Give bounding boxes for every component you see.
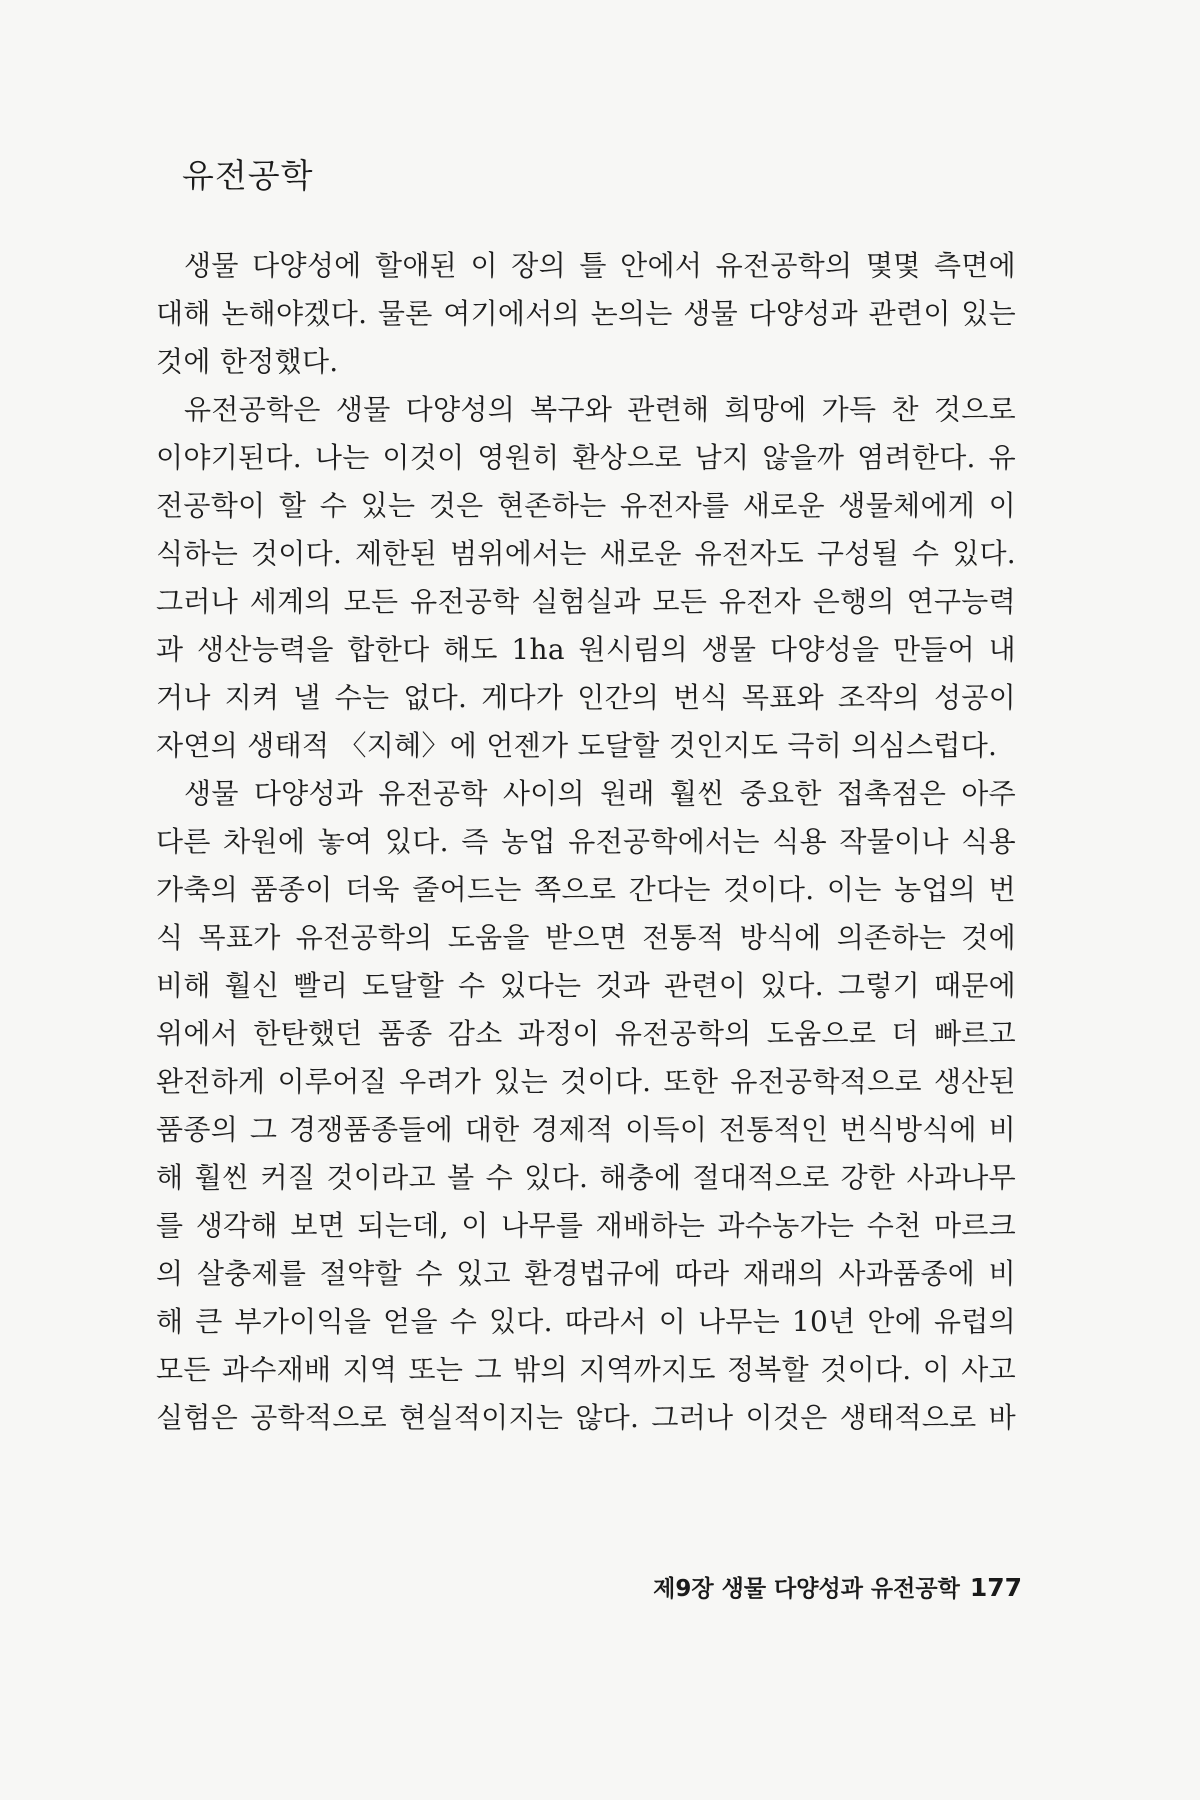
text-line: 식 목표가 유전공학의 도움을 받으면 전통적 방식에 의존하는 것에 [156, 921, 1016, 954]
text-line: 비해 훨신 빨리 도달할 수 있다는 것과 관련이 있다. 그렇기 때문에 [156, 969, 1016, 1002]
text-line: 것에 한정했다. [156, 345, 339, 378]
text-line: 품종의 그 경쟁품종들에 대한 경제적 이득이 전통적인 번식방식에 비 [156, 1113, 1016, 1146]
text-line: 모든 과수재배 지역 또는 그 밖의 지역까지도 정복할 것이다. 이 사고 [156, 1353, 1016, 1386]
text-line: 다른 차원에 놓여 있다. 즉 농업 유전공학에서는 식용 작물이나 식용 [156, 825, 1016, 858]
page-footer [653, 1570, 1022, 1603]
page-number: 177 [969, 1573, 1022, 1602]
text-line: 대해 논해야겠다. 물론 여기에서의 논의는 생물 다양성과 관련이 있는 [156, 297, 1016, 330]
text-line: 의 살충제를 절약할 수 있고 환경법규에 따라 재래의 사과품종에 비 [156, 1257, 1016, 1290]
text-line: 해 훨씬 커질 것이라고 볼 수 있다. 해충에 절대적으로 강한 사과나무 [156, 1161, 1016, 1194]
text-line: 가축의 품종이 더욱 줄어드는 쪽으로 간다는 것이다. 이는 농업의 번 [156, 873, 1016, 906]
text-line: 자연의 생태적 〈지혜〉에 언젠가 도달할 것인지도 극히 의심스럽다. [156, 729, 998, 762]
text-line: 전공학이 할 수 있는 것은 현존하는 유전자를 새로운 생물체에게 이 [156, 489, 1016, 522]
text-line: 완전하게 이루어질 우려가 있는 것이다. 또한 유전공학적으로 생산된 [156, 1065, 1016, 1098]
section-title: 유전공학 [182, 156, 314, 195]
text-line: 식하는 것이다. 제한된 범위에서는 새로운 유전자도 구성될 수 있다. [156, 537, 1016, 570]
text-line: 를 생각해 보면 되는데, 이 나무를 재배하는 과수농가는 수천 마르크 [156, 1209, 1016, 1242]
text-line: 유전공학은 생물 다양성의 복구와 관련해 희망에 가득 찬 것으로 [184, 393, 1016, 426]
text-line: 거나 지켜 낼 수는 없다. 게다가 인간의 번식 목표와 조작의 성공이 [156, 681, 1016, 714]
text-line: 과 생산능력을 합한다 해도 1ha 원시림의 생물 다양성을 만들어 내 [156, 633, 1016, 666]
chapter-title: 제9장 생물 다양성과 유전공학 [653, 1576, 960, 1602]
text-line: 해 큰 부가이익을 얻을 수 있다. 따라서 이 나무는 10년 안에 유럽의 [156, 1305, 1016, 1338]
text-line: 그러나 세계의 모든 유전공학 실험실과 모든 유전자 은행의 연구능력 [156, 585, 1016, 618]
text-line: 이야기된다. 나는 이것이 영원히 환상으로 남지 않을까 염려한다. 유 [156, 441, 1016, 474]
text-line: 생물 다양성에 할애된 이 장의 틀 안에서 유전공학의 몇몇 측면에 [184, 249, 1016, 282]
body-text [156, 242, 1016, 1442]
text-line: 생물 다양성과 유전공학 사이의 원래 훨씬 중요한 접촉점은 아주 [184, 777, 1016, 810]
text-line: 실험은 공학적으로 현실적이지는 않다. 그러나 이것은 생태적으로 바 [156, 1401, 1016, 1434]
text-line: 위에서 한탄했던 품종 감소 과정이 유전공학의 도움으로 더 빠르고 [156, 1017, 1016, 1050]
